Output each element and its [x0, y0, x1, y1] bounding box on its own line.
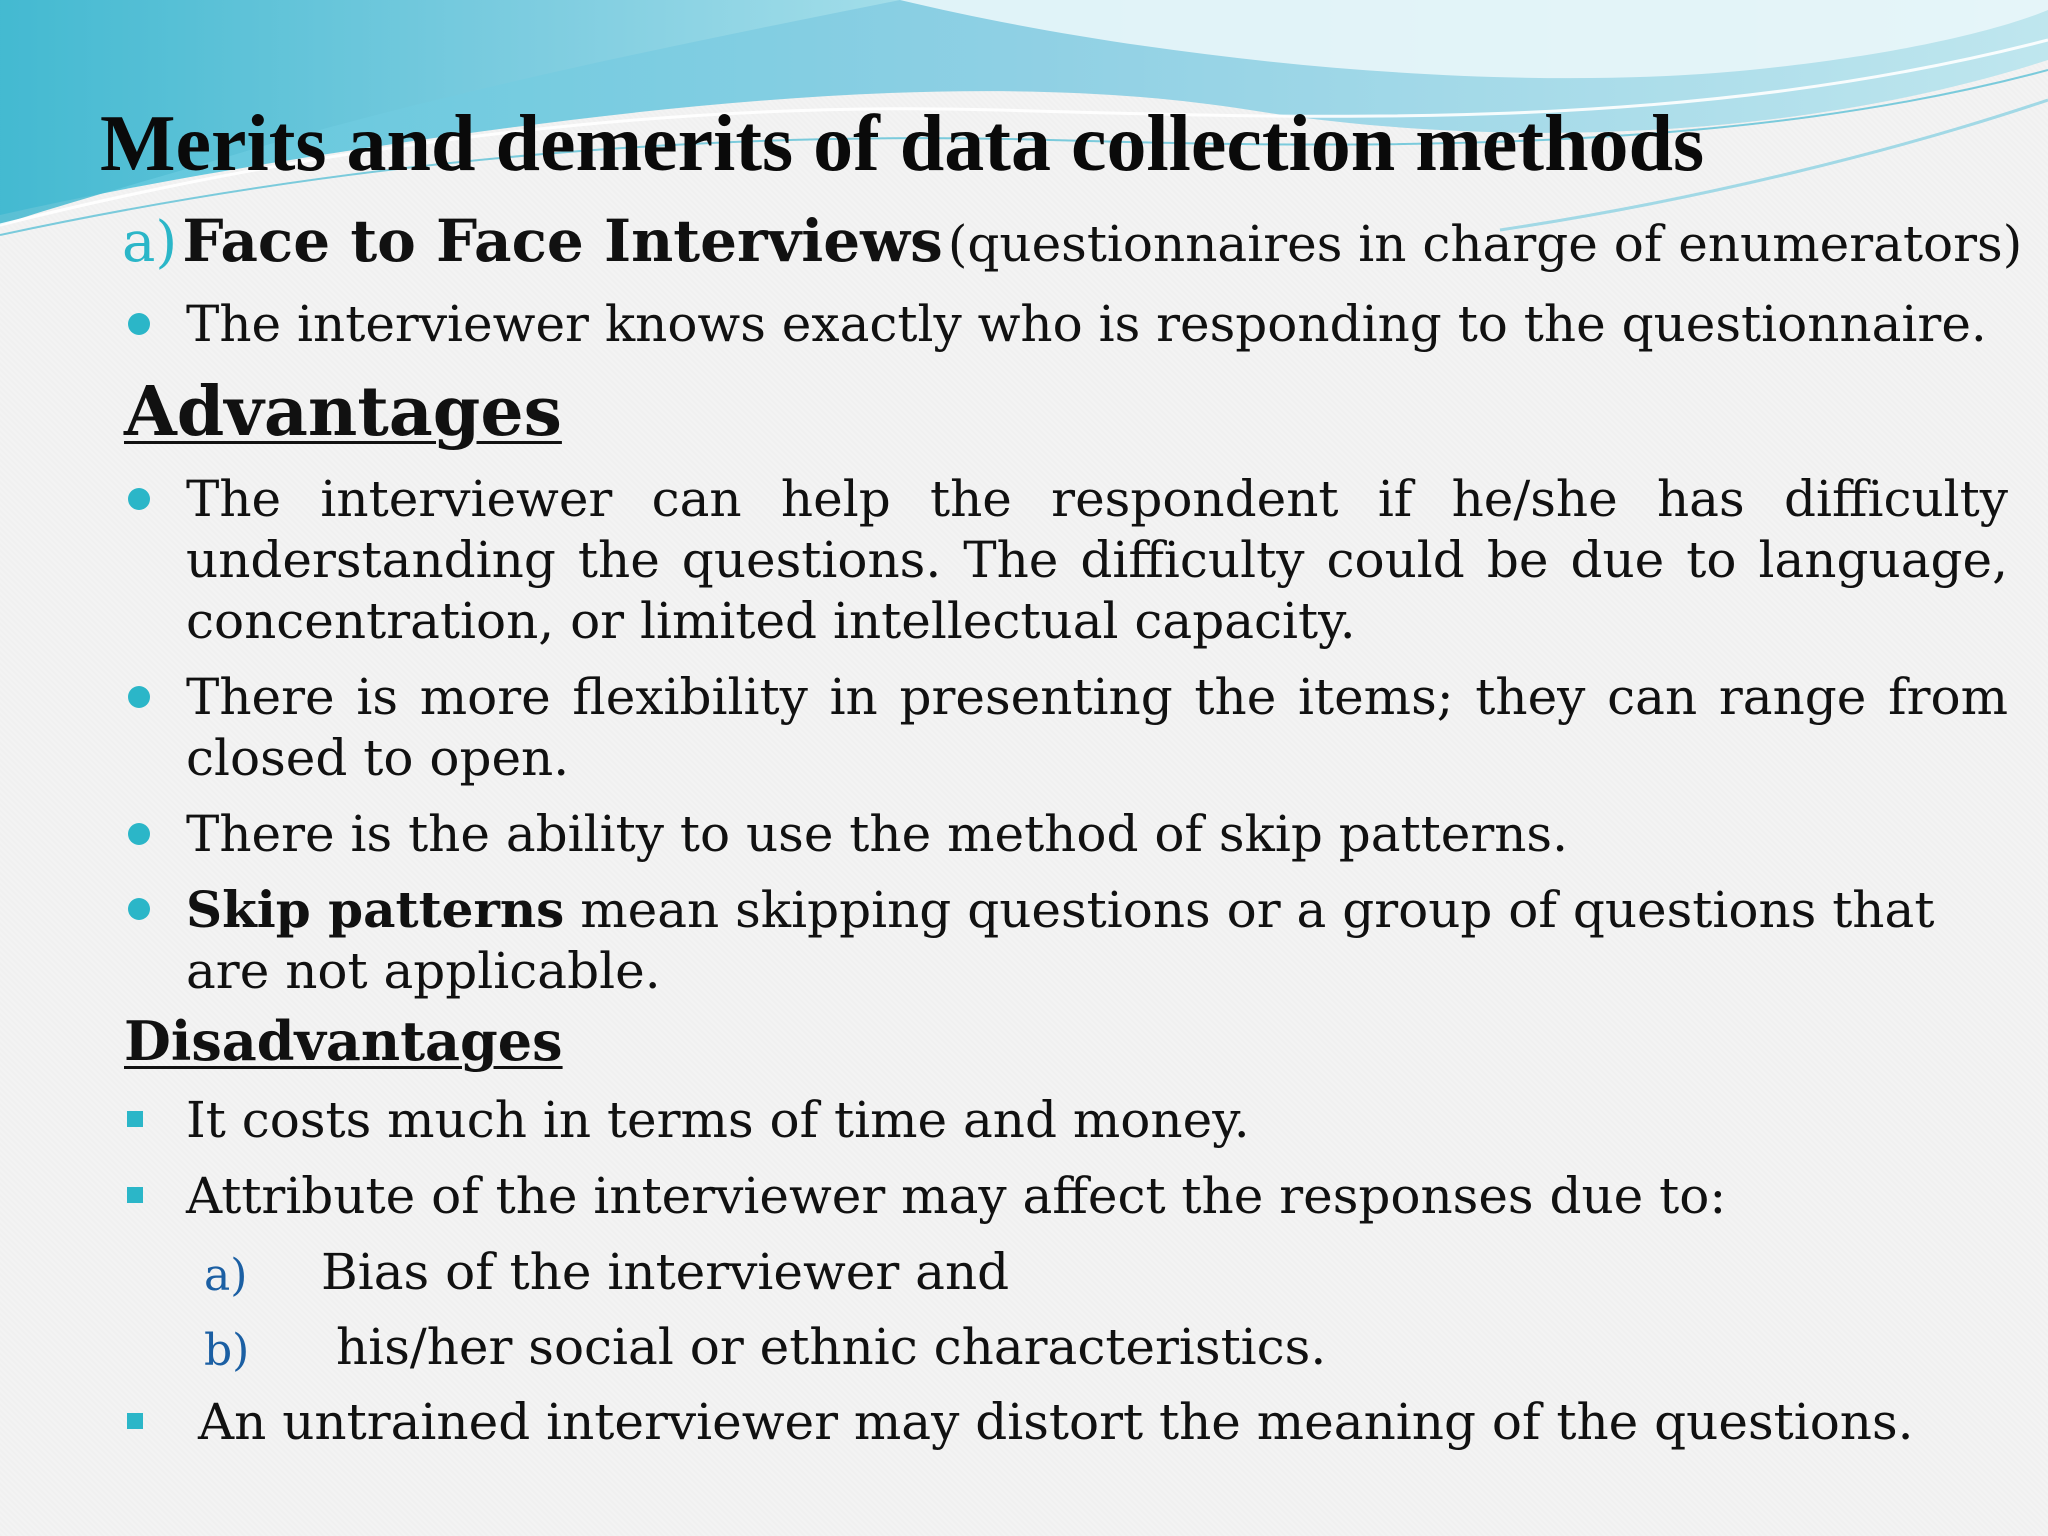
bullet-dot-icon — [128, 898, 150, 920]
sub-item-text: Bias of the interviewer and — [321, 1243, 1010, 1301]
bullet-square-icon — [127, 1111, 143, 1127]
slide-title: Merits and demerits of data collection methods — [100, 100, 1705, 188]
disadvantage-item: It costs much in terms of time and money. — [186, 1091, 1250, 1149]
bullet-dot-icon — [128, 823, 150, 845]
advantage-item: There is the ability to use the method of skip patterns. — [186, 805, 1568, 863]
sub-item-label: b) — [204, 1325, 250, 1376]
sub-item-text: his/her social or ethnic characteristics. — [336, 1318, 1327, 1376]
section-subtitle — [122, 207, 2023, 275]
advantage-item: There is more flexibility in presenting the items; they can range from closed to open. — [186, 668, 2008, 787]
intro-bullet-text: The interviewer knows exactly who is responding to the questionnaire. — [186, 295, 1987, 353]
disadvantage-item: Attribute of the interviewer may affect the responses due to: — [186, 1167, 1727, 1225]
bullet-dot-icon — [128, 686, 150, 708]
advantage-item: The interviewer can help the respondent if he/she has difficulty understanding the questions. The difficulty could be due to language, concentration, or limited intellectual capacity. — [186, 470, 2008, 650]
bullet-dot-icon — [128, 488, 150, 510]
disadvantages-heading: Disadvantages — [124, 1009, 563, 1073]
skip-patterns-item — [186, 879, 1966, 1002]
bullet-square-icon — [127, 1413, 143, 1429]
advantages-heading: Advantages — [124, 372, 562, 452]
sub-item-label: a) — [204, 1250, 248, 1301]
bullet-square-icon — [127, 1187, 143, 1203]
skip-patterns-term: Skip patterns — [186, 880, 565, 939]
disadvantage-item: An untrained interviewer may distort the meaning of the questions. — [198, 1393, 1914, 1451]
subtitle-marker: a) — [122, 210, 178, 275]
bullet-dot-icon — [128, 313, 150, 335]
skip-patterns-definition: mean skipping questions or a group of questions that are not applicable. — [186, 881, 1935, 1000]
subtitle-note: (questionnaires in charge of enumerators) — [947, 215, 2023, 273]
subtitle-main: Face to Face Interviews — [182, 207, 943, 275]
